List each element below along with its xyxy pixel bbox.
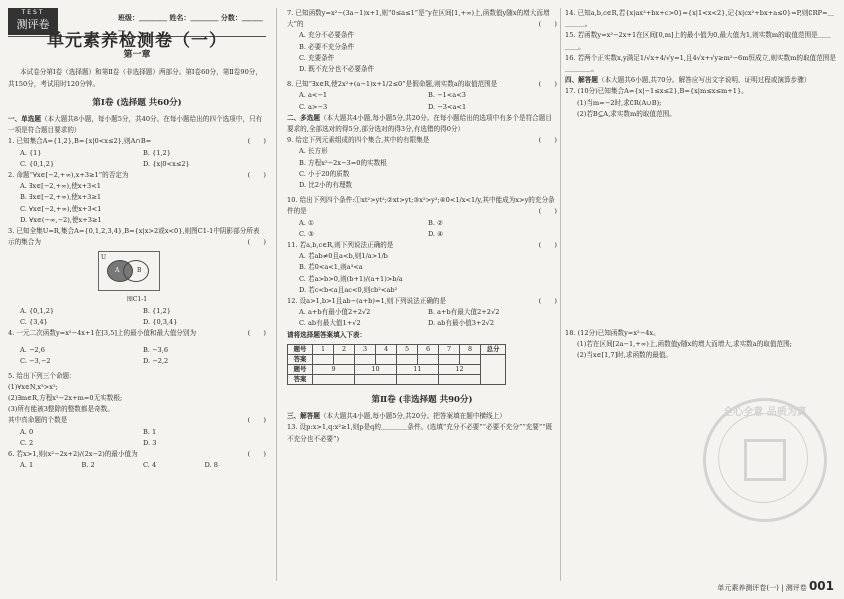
- figure-caption: 图C1-1: [126, 296, 148, 304]
- question-7: 7. 已知函数y=x²−(3a−1)x+1,则“0≤a≤1”是“y在区间[1,+∞)上,函数值y随x的增大而增大”的 ( ): [287, 9, 557, 29]
- intro-text: 本试卷分第Ⅰ卷（选择题）和第Ⅱ卷（非选择题）两部分。第Ⅰ卷60分，第Ⅱ卷90分，共150分，考试用时120分钟。: [8, 68, 262, 88]
- answer-cell[interactable]: [397, 374, 439, 384]
- part2-heading: 第Ⅱ卷 (非选择题 共90分): [371, 394, 473, 405]
- question-4-options: A. −2,6 B. −3,6 C. −3,−2 D. −2,2: [20, 346, 169, 366]
- question-9: 9. 给定下列元素组成的四个集合,其中的有限集是 ( ): [287, 136, 557, 145]
- question-1-options: A. {1} B. {1,2} C. {0,1,2} D. {x|0<x≤2}: [20, 148, 190, 168]
- page-title: 单元素养检测卷（一）: [47, 31, 227, 51]
- answer-cell[interactable]: [439, 374, 481, 384]
- answer-space[interactable]: [565, 120, 837, 328]
- answer-cell[interactable]: [439, 354, 460, 364]
- question-11: 11. 若a,b,c∈R,则下列说法正确的是 ( ): [287, 241, 557, 250]
- question-16: 16. 若两个正实数x,y满足1/√x+4/√y=1,且4√x+√y≥m²−6m恒成立,则实数m的取值范围是＿＿＿＿。: [565, 53, 836, 74]
- question-7-options: A. 充分不必要条件 B. 必要不充分条件 C. 充要条件 D. 既不充分也不必要条件: [299, 31, 375, 74]
- answer-table: [287, 344, 506, 385]
- question-1: 1. 已知集合A={1,2},B={x|0<x≤2},则A∩B= ( ): [8, 137, 266, 146]
- question-11-options: A. 若ab≠0且a<b,则1/a>1/b B. 若0<a<1,则a³<a C. 若a>b>0,则(b+1)/(a+1)>b/a D. 若c<b<a且ac<0,则cb²<ab²: [299, 252, 403, 294]
- table-row: 题号 9 10 11 12: [288, 364, 506, 374]
- question-5: 5. 给出下列三个命题：: [8, 371, 76, 380]
- seal-text: 全心全意 品质为真: [723, 407, 807, 418]
- question-10-options: A. ① B. ② C. ③ D. ④: [299, 218, 444, 238]
- page-number: 001: [808, 579, 834, 593]
- student-info-fields: 班级：＿＿＿＿ 姓名：＿＿＿＿ 分数：＿＿＿＿: [118, 13, 263, 32]
- question-8-options: A. a<−1 B. −1<a<3 C. a>−3 D. −3<a<1: [299, 91, 467, 111]
- question-3-options: A. {0,1,2} B. {1,2} C. {3,4} D. {0,3,4}: [20, 306, 178, 326]
- table-row: 答案: [288, 374, 506, 384]
- column-left: [8, 8, 266, 472]
- answer-cell[interactable]: [334, 354, 355, 364]
- question-2-options: A. ∃x∈[−2,+∞),使x+3<1 B. ∃x∈[−2,+∞),使x+3≥1 C. ∀x∈[−2,+∞),使x+3<1 D. ∀x∈(−∞,−2),使x+3≥1: [20, 182, 102, 224]
- column-divider: [560, 8, 561, 581]
- question-12: 12. 设a>1,b>1且ab−(a+b)=1,则下列说法正确的是 ( ): [287, 297, 557, 306]
- column-divider: [276, 8, 277, 581]
- footer-label: 单元素养测评卷(一) | 测评卷: [717, 584, 807, 592]
- question-3: 3. 已知全集U=R,集合A={0,1,2,3,4},B={x|x>2或x<0},则图C1-1中阴影部分所表示的集合为 ( ): [8, 227, 266, 247]
- quality-seal-logo: [703, 398, 827, 522]
- table-row: 题号 1 2 3 4 5 6 7 8 总分: [288, 344, 506, 354]
- answer-cell[interactable]: [313, 374, 355, 384]
- logo-top-text: TEST: [21, 9, 45, 16]
- section3-header: 三、解答题（本大题共4小题,每小题5分,共20分。把答案填在题中横线上）: [287, 412, 506, 421]
- answer-cell[interactable]: [313, 354, 334, 364]
- question-8: 8. 已知“∃x∈R,使2x²+(a−1)x+1/2≤0”是假命题,则实数a的取值范围是 ( ): [287, 80, 557, 89]
- question-17: 17. (10分)已知集合A={x|−1≤x≤2},B={x|m≤x≤m+1}。: [565, 87, 748, 96]
- question-14: 14. 已知a,b,c∈R,若{x|ax²+bx+c>0}={x|1<x<2},记{x|cx²+bx+a≤0}=P,则∁RP=＿＿＿＿。: [565, 9, 835, 29]
- answer-cell[interactable]: [355, 374, 397, 384]
- chapter-title: 第一章: [123, 50, 151, 61]
- question-10: 10. 给出下列四个条件:①xt²>yt²;②xt>yt;③x²>y²;④0<1/x<1/y,其中能成为x>y的充分条件的是 ( ): [287, 196, 557, 216]
- column-middle: [287, 8, 557, 445]
- section4-header: 四、解答题（本大题共6小题,共70分。解答应写出文字说明、证明过程或演算步骤）: [565, 76, 811, 85]
- question-15: 15. 若函数y=x²−2x+1在区间[0,m]上的最小值为0,最大值为1,则实数m的取值范围是＿＿＿＿。: [565, 31, 831, 51]
- table-row: 答案: [288, 354, 506, 364]
- question-6: 6. 若x>1,则(x²−2x+2)/(2x−2)的最小值为 ( ): [8, 450, 266, 459]
- question-6-options: A. 1 B. 2 C. 4 D. 8: [20, 461, 218, 470]
- answer-table-title: 请将选择题答案填入下表：: [287, 330, 367, 339]
- answer-cell[interactable]: [460, 354, 481, 364]
- question-12-options: A. a+b有最小值2+2√2 B. a+b有最大值2+2√2 C. ab有最大值1+√2 D. ab有最小值3+2√2: [299, 308, 500, 328]
- section2-header: 二、多选题（本大题共4小题,每小题5分,共20分。在每小题给出的选项中有多个是符合题目要求的,全部选对的得5分,部分选对的得3分,有选错的得0分）: [287, 113, 552, 134]
- logo-bottom-text: 测评卷: [16, 18, 50, 31]
- question-18: 18. (12分)已知函数y=x²−4x。: [565, 329, 660, 338]
- answer-cell[interactable]: [376, 354, 397, 364]
- question-13: 13. 设p:x>1,q:x²≥1,则p是q的＿＿＿＿条件。(选填“充分不必要”“必要不充分”“充要”“既不充分也不必要”): [287, 423, 553, 443]
- answer-cell[interactable]: [397, 354, 418, 364]
- part1-heading: 第Ⅰ卷 (选择题 共60分): [92, 97, 182, 108]
- column-right: [565, 8, 837, 362]
- question-5-options: A. 0 B. 1 C. 2 D. 3: [20, 427, 157, 447]
- question-17-items: (1)当m=−2时,求∁R(A∪B); (2)若B⊆A,求实数m的取值范围。: [577, 98, 676, 118]
- venn-diagram: U A B: [98, 251, 160, 291]
- page-footer: [717, 579, 834, 593]
- question-9-options: A. 长方形 B. 方程x²−2x−3=0的实数根 C. 小于20的质数 D. 比2小的有理数: [299, 147, 387, 190]
- section1-header: 一、单选题（本大题共8小题，每小题5分，共40分。在每小题给出的四个选项中，只有一项是符合题目要求的）: [8, 115, 263, 135]
- question-5-items: (1)∀x∈N,x³>x²; (2)∃m∈R,方程x²−2x+m=0无实数根; (3)所有能被3整除的整数都是奇数。 其中真命题的个数是 ( ): [8, 382, 266, 425]
- answer-cell[interactable]: [418, 354, 439, 364]
- answer-cell[interactable]: [355, 354, 376, 364]
- total-score-cell[interactable]: [481, 354, 506, 384]
- question-4: 4. 一元二次函数y=x²−4x+1在[3,5]上的最小值和最大值分别为 ( ): [8, 329, 266, 338]
- question-18-items: (1)若在区间[2a−1,+∞)上,函数值y随x的增大而增大,求实数a的取值范围; (2)当x∈[1,7]时,求函数的最值。: [577, 340, 792, 360]
- question-2: 2. 命题“∀x∈[−2,+∞),x+3≥1”的否定为 ( ): [8, 171, 266, 180]
